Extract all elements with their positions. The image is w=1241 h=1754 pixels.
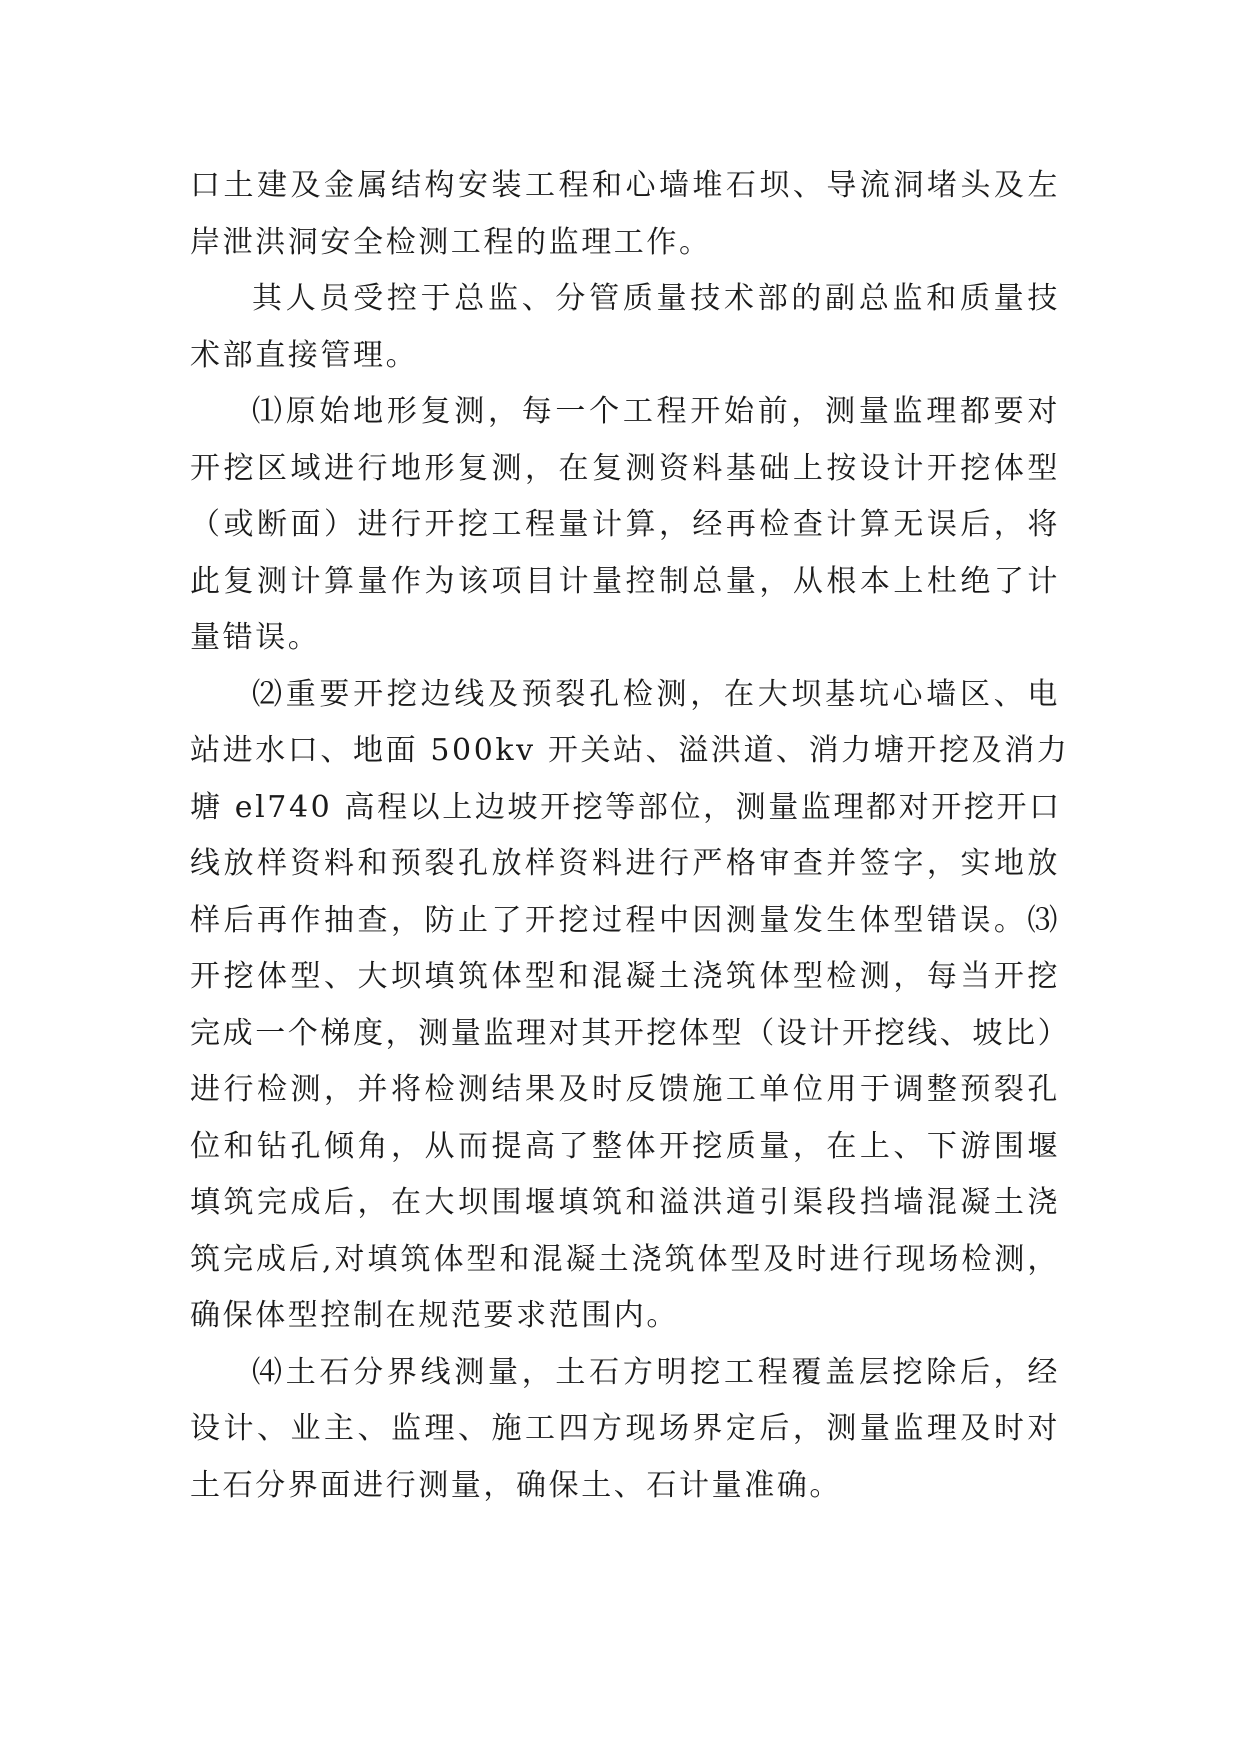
text-line: 塘 el740 高程以上边坡开挖等部位，测量监理都对开挖开口 xyxy=(190,789,1062,825)
paragraph xyxy=(190,384,1060,667)
paragraph xyxy=(190,271,1060,384)
text-line: ⑴原始地形复测，每一个工程开始前，测量监理都要对 xyxy=(252,394,1060,429)
text-line: 口土建及金属结构安装工程和心墙堆石坝、导流洞堵头及左 xyxy=(190,168,1060,203)
text-line: 设计、业主、监理、施工四方现场界定后，测量监理及时对 xyxy=(190,1411,1060,1446)
text-line: 完成一个梯度，测量监理对其开挖体型（设计开挖线、坡比） xyxy=(190,1015,1071,1051)
text-line: （或断面）进行开挖工程量计算，经再检查计算无误后，将 xyxy=(190,507,1060,542)
text-line: 开挖区域进行地形复测，在复测资料基础上按设计开挖体型 xyxy=(190,450,1060,486)
document-body xyxy=(190,158,1071,1514)
text-line: 确保体型控制在规范要求范围内。 xyxy=(190,1298,679,1333)
paragraph xyxy=(190,158,1060,271)
text-line: 位和钻孔倾角，从而提高了整体开挖质量，在上、下游围堰 xyxy=(190,1128,1060,1164)
text-line: 线放样资料和预裂孔放样资料进行严格审查并签字，实地放 xyxy=(190,846,1060,881)
text-line: 术部直接管理。 xyxy=(190,337,419,373)
text-line: ⑷土石分界线测量，土石方明挖工程覆盖层挖除后，经 xyxy=(252,1354,1060,1390)
text-line: 其人员受控于总监、分管质量技术部的副总监和质量技 xyxy=(252,281,1060,316)
text-line: 站进水口、地面 500kv 开关站、溢洪道、消力塘开挖及消力 xyxy=(190,733,1070,768)
text-line: 量错误。 xyxy=(190,620,321,655)
text-line: 开挖体型、大坝填筑体型和混凝土浇筑体型检测，每当开挖 xyxy=(190,959,1060,994)
text-line: 岸泄洪洞安全检测工程的监理工作。 xyxy=(190,224,712,260)
text-line: 土石分界面进行测量，确保土、石计量准确。 xyxy=(190,1467,842,1503)
paragraph xyxy=(190,667,1071,1345)
text-line: 筑完成后,对填筑体型和混凝土浇筑体型及时进行现场检测， xyxy=(190,1241,1060,1277)
text-line: ⑵重要开挖边线及预裂孔检测，在大坝基坑心墙区、电 xyxy=(252,676,1060,712)
text-line: 此复测计算量作为该项目计量控制总量，从根本上杜绝了计 xyxy=(190,563,1060,599)
text-line: 填筑完成后，在大坝围堰填筑和溢洪道引渠段挡墙混凝土浇 xyxy=(190,1185,1060,1220)
paragraph xyxy=(190,1345,1060,1515)
text-line: 进行检测，并将检测结果及时反馈施工单位用于调整预裂孔 xyxy=(190,1072,1060,1107)
text-line: 样后再作抽查，防止了开挖过程中因测量发生体型错误。⑶ xyxy=(190,902,1060,938)
